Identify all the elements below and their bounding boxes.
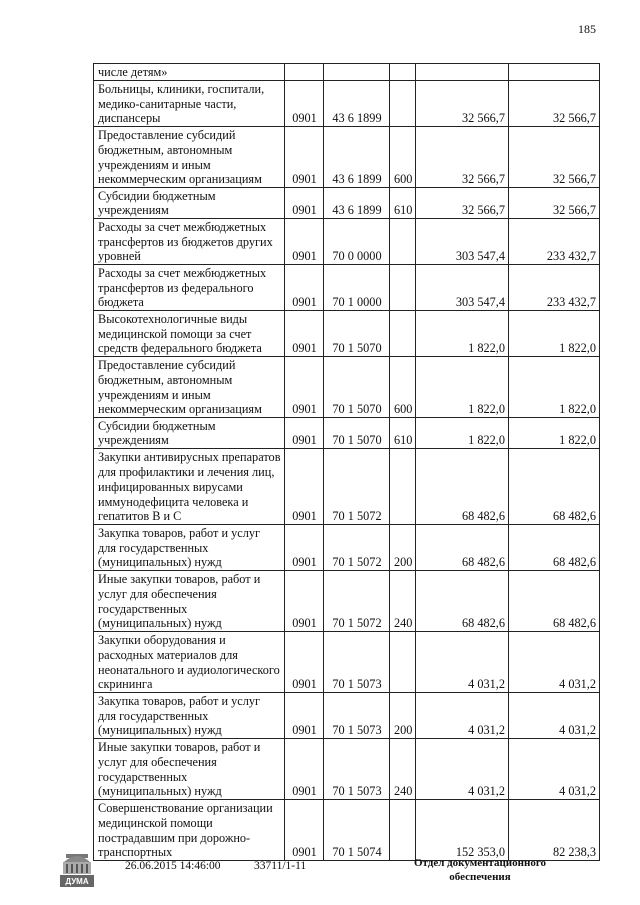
row-expense-type <box>390 64 416 81</box>
row-target-code: 43 6 1899 <box>324 81 390 127</box>
row-name: числе детям» <box>94 64 285 81</box>
row-amount-year1: 32 566,7 <box>416 188 509 219</box>
row-target-code: 70 1 5072 <box>324 525 390 571</box>
row-amount-year2: 4 031,2 <box>509 739 600 800</box>
row-amount-year1: 68 482,6 <box>416 571 509 632</box>
row-expense-type: 200 <box>390 525 416 571</box>
row-target-code: 70 1 5072 <box>324 571 390 632</box>
row-amount-year1: 1 822,0 <box>416 357 509 418</box>
page-number: 185 <box>578 22 596 36</box>
row-amount-year1: 4 031,2 <box>416 632 509 693</box>
row-target-code: 70 1 5070 <box>324 418 390 449</box>
table-row <box>94 800 600 861</box>
row-amount-year2: 68 482,6 <box>509 449 600 525</box>
row-expense-type: 600 <box>390 127 416 188</box>
row-target-code: 70 1 5072 <box>324 449 390 525</box>
row-name: Иные закупки товаров, работ и услуг для обеспечения государственных (муниципальных) нужд <box>94 571 285 632</box>
row-section-code: 0901 <box>285 81 324 127</box>
table-row <box>94 525 600 571</box>
row-section-code: 0901 <box>285 265 324 311</box>
row-expense-type: 610 <box>390 418 416 449</box>
row-target-code: 70 1 5073 <box>324 693 390 739</box>
row-amount-year1: 4 031,2 <box>416 693 509 739</box>
row-name: Расходы за счет межбюджетных трансфертов из бюджетов других уровней <box>94 219 285 265</box>
row-section-code: 0901 <box>285 739 324 800</box>
row-section-code: 0901 <box>285 127 324 188</box>
row-amount-year1: 1 822,0 <box>416 311 509 357</box>
budget-table <box>93 63 600 861</box>
footer-date: 26.06.2015 14:46:00 <box>125 860 221 872</box>
row-expense-type: 200 <box>390 693 416 739</box>
row-amount-year1: 32 566,7 <box>416 127 509 188</box>
row-target-code: 70 1 5070 <box>324 357 390 418</box>
table-row <box>94 418 600 449</box>
table-row <box>94 449 600 525</box>
table-row <box>94 311 600 357</box>
row-name: Закупка товаров, работ и услуг для государственных (муниципальных) нужд <box>94 693 285 739</box>
row-name: Больницы, клиники, госпитали, медико-санитарные части, диспансеры <box>94 81 285 127</box>
row-expense-type <box>390 632 416 693</box>
table-row <box>94 693 600 739</box>
row-amount-year1 <box>416 64 509 81</box>
row-amount-year2: 1 822,0 <box>509 357 600 418</box>
footer-doc-number: 33711/1-11 <box>254 860 307 872</box>
row-section-code: 0901 <box>285 418 324 449</box>
row-amount-year2: 1 822,0 <box>509 311 600 357</box>
row-expense-type <box>390 311 416 357</box>
row-name: Субсидии бюджетным учреждениям <box>94 418 285 449</box>
row-name: Предоставление субсидий бюджетным, автономным учреждениям и иным некоммерческим организациям <box>94 127 285 188</box>
row-amount-year1: 1 822,0 <box>416 418 509 449</box>
row-target-code: 70 1 5073 <box>324 739 390 800</box>
row-name: Совершенствование организации медицинской помощи пострадавшим при дорожно-транспортных <box>94 800 285 861</box>
row-name: Закупка товаров, работ и услуг для государственных (муниципальных) нужд <box>94 525 285 571</box>
row-amount-year1: 4 031,2 <box>416 739 509 800</box>
row-amount-year2: 4 031,2 <box>509 632 600 693</box>
duma-logo-icon <box>58 852 96 888</box>
row-name: Расходы за счет межбюджетных трансфертов из федерального бюджета <box>94 265 285 311</box>
row-amount-year2: 32 566,7 <box>509 81 600 127</box>
row-name: Предоставление субсидий бюджетным, автономным учреждениям и иным некоммерческим организациям <box>94 357 285 418</box>
row-section-code: 0901 <box>285 693 324 739</box>
row-name: Иные закупки товаров, работ и услуг для обеспечения государственных (муниципальных) нужд <box>94 739 285 800</box>
row-section-code: 0901 <box>285 571 324 632</box>
row-target-code: 43 6 1899 <box>324 188 390 219</box>
row-amount-year2: 233 432,7 <box>509 265 600 311</box>
row-amount-year2: 68 482,6 <box>509 571 600 632</box>
row-target-code: 70 1 5070 <box>324 311 390 357</box>
logo-text: ДУМА <box>65 877 89 886</box>
row-expense-type: 240 <box>390 739 416 800</box>
table-row <box>94 188 600 219</box>
row-amount-year2 <box>509 64 600 81</box>
row-expense-type: 600 <box>390 357 416 418</box>
row-expense-type <box>390 265 416 311</box>
row-expense-type <box>390 449 416 525</box>
row-amount-year1: 68 482,6 <box>416 525 509 571</box>
table-row <box>94 219 600 265</box>
table-row <box>94 81 600 127</box>
table-row <box>94 571 600 632</box>
row-amount-year1: 303 547,4 <box>416 265 509 311</box>
row-expense-type: 610 <box>390 188 416 219</box>
row-section-code: 0901 <box>285 219 324 265</box>
table-row <box>94 739 600 800</box>
row-name: Высокотехнологичные виды медицинской помощи за счет средств федерального бюджета <box>94 311 285 357</box>
row-amount-year2: 32 566,7 <box>509 188 600 219</box>
row-section-code <box>285 64 324 81</box>
row-target-code: 70 0 0000 <box>324 219 390 265</box>
row-amount-year1: 152 353,0 <box>416 800 509 861</box>
row-section-code: 0901 <box>285 188 324 219</box>
row-target-code: 70 1 0000 <box>324 265 390 311</box>
table-row <box>94 632 600 693</box>
row-expense-type <box>390 800 416 861</box>
row-amount-year1: 303 547,4 <box>416 219 509 265</box>
table-row <box>94 127 600 188</box>
row-section-code: 0901 <box>285 357 324 418</box>
row-section-code: 0901 <box>285 449 324 525</box>
row-expense-type <box>390 81 416 127</box>
row-amount-year2: 82 238,3 <box>509 800 600 861</box>
row-section-code: 0901 <box>285 800 324 861</box>
row-target-code: 70 1 5074 <box>324 800 390 861</box>
row-section-code: 0901 <box>285 311 324 357</box>
row-name: Закупки оборудования и расходных материалов для неонатального и аудиологического скрининга <box>94 632 285 693</box>
row-expense-type <box>390 219 416 265</box>
row-amount-year1: 68 482,6 <box>416 449 509 525</box>
row-target-code: 43 6 1899 <box>324 127 390 188</box>
footer-department: Отдел документационного обеспечения <box>413 857 547 883</box>
row-expense-type: 240 <box>390 571 416 632</box>
row-name: Закупки антивирусных препаратов для профилактики и лечения лиц, инфицированных вирусами иммунодефицита человека и гепатитов В и С <box>94 449 285 525</box>
table-row <box>94 357 600 418</box>
row-section-code: 0901 <box>285 525 324 571</box>
row-section-code: 0901 <box>285 632 324 693</box>
row-target-code: 70 1 5073 <box>324 632 390 693</box>
row-amount-year1: 32 566,7 <box>416 81 509 127</box>
row-amount-year2: 4 031,2 <box>509 693 600 739</box>
row-amount-year2: 233 432,7 <box>509 219 600 265</box>
table-row <box>94 64 600 81</box>
row-target-code <box>324 64 390 81</box>
row-amount-year2: 68 482,6 <box>509 525 600 571</box>
row-name: Субсидии бюджетным учреждениям <box>94 188 285 219</box>
row-amount-year2: 1 822,0 <box>509 418 600 449</box>
row-amount-year2: 32 566,7 <box>509 127 600 188</box>
table-row <box>94 265 600 311</box>
